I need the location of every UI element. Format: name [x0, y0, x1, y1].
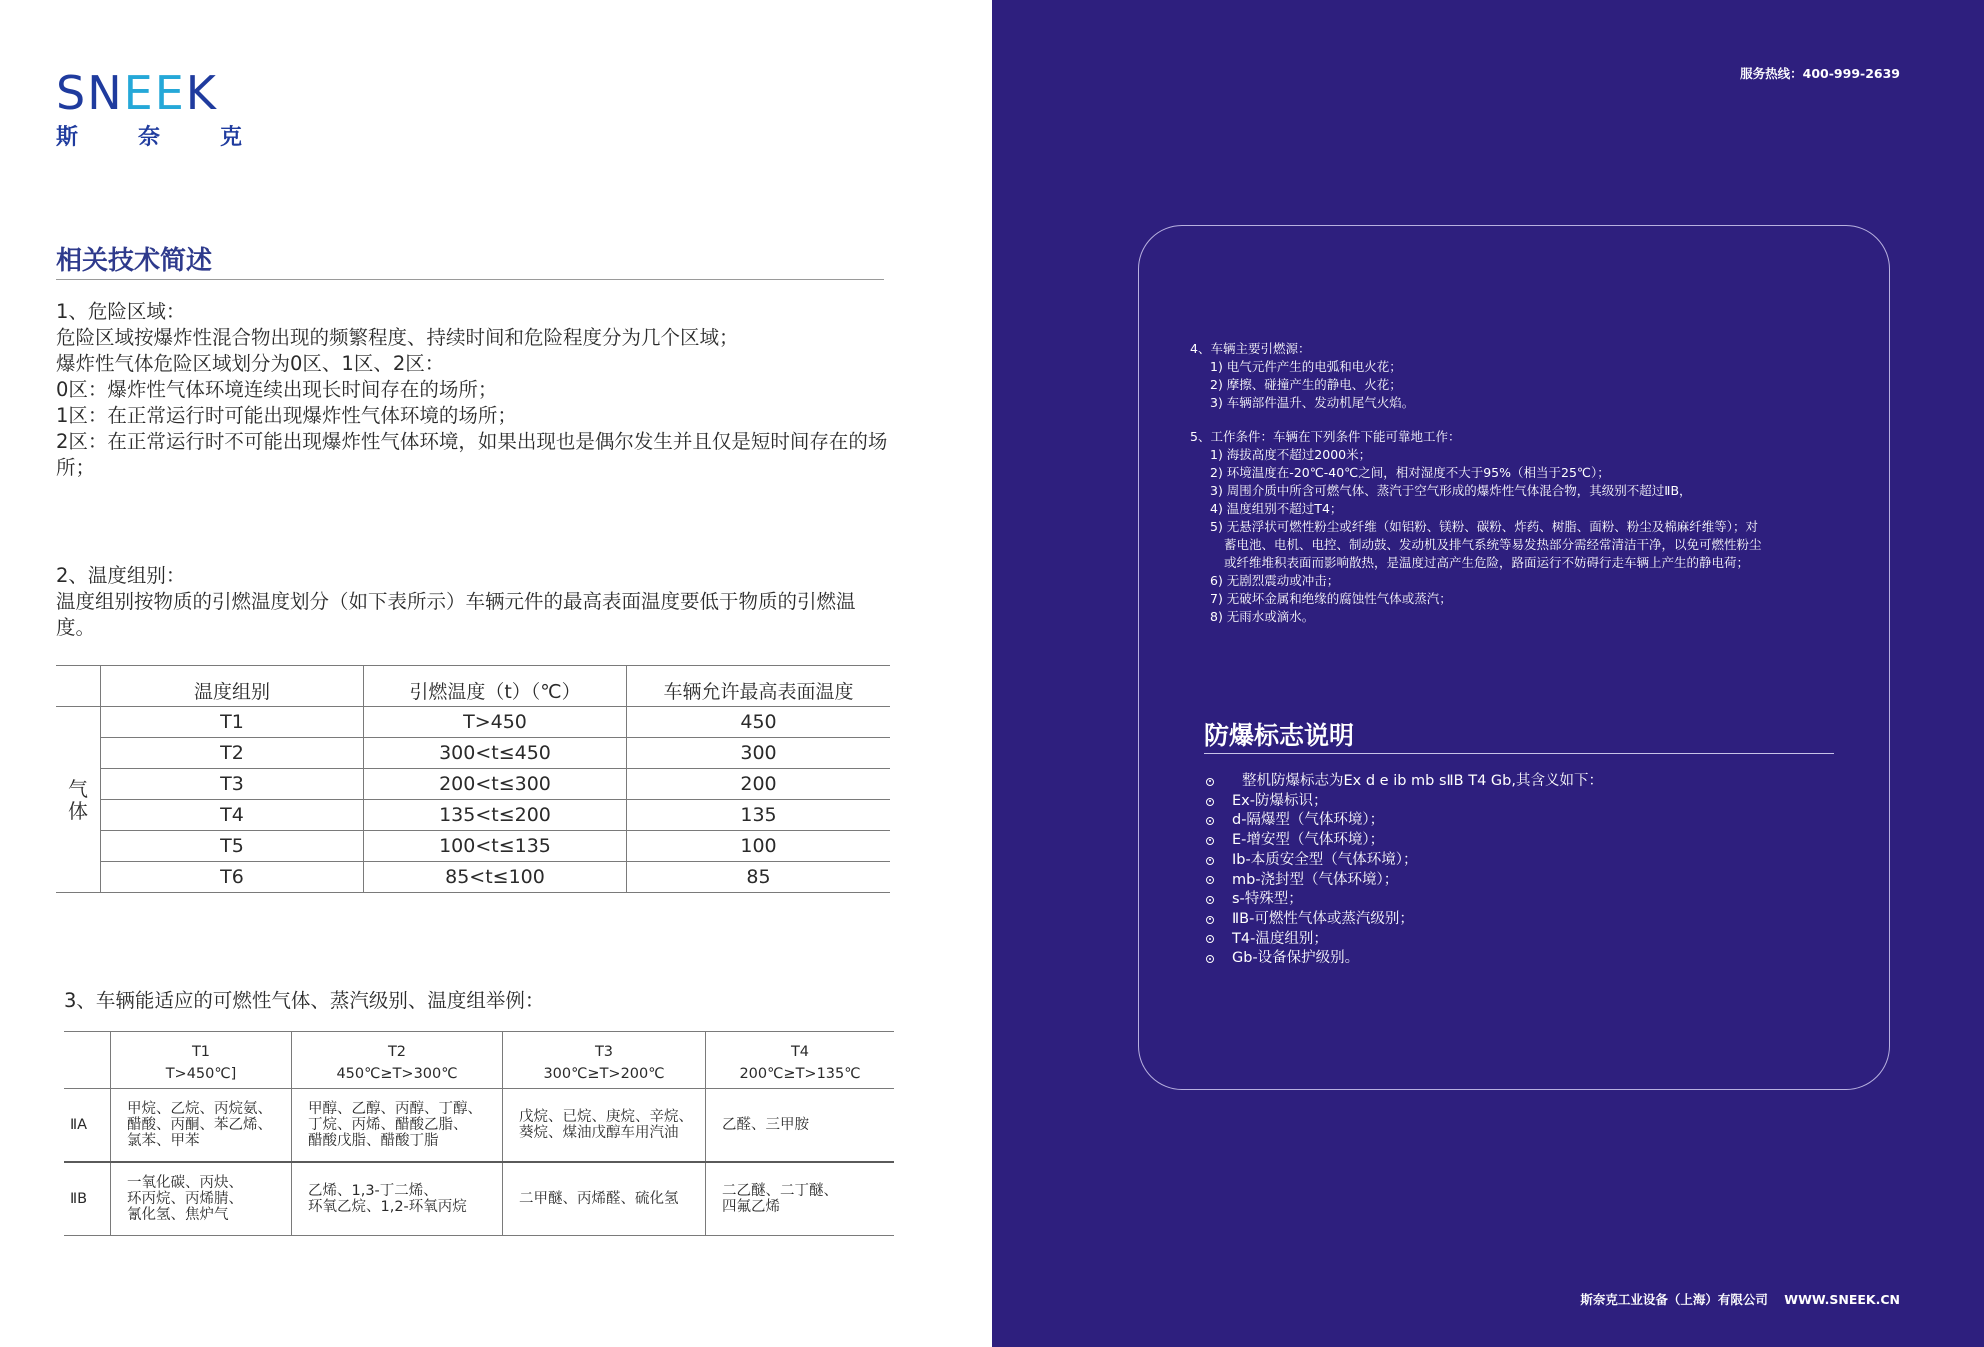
- table-row: [64, 1162, 894, 1236]
- paragraph-line: 危险区域按爆炸性混合物出现的频繁程度、持续时间和危险程度分为几个区域；: [56, 326, 739, 349]
- list-item: [1206, 910, 1603, 930]
- logo-letter: E: [154, 66, 186, 120]
- table-cell: [503, 1162, 706, 1236]
- gas-table-caption: 3、车辆能适应的可燃性气体、蒸汽级别、温度组举例：: [64, 989, 545, 1012]
- table-cell: 300<t≤450: [364, 738, 627, 769]
- bullet-icon: [1206, 837, 1214, 845]
- list-item-text: T4-温度组别；: [1232, 930, 1328, 947]
- service-hotline: 服务热线：400-999-2639: [1740, 66, 1900, 81]
- list-item: 2) 环境温度在-20℃-40℃之间，相对湿度不大于95%（相当于25℃）；: [1210, 465, 1610, 480]
- list-item-text: Ex-防爆标识；: [1232, 792, 1328, 809]
- list-item-text: s-特殊型；: [1232, 891, 1303, 908]
- list-item: [1206, 811, 1603, 831]
- paragraph-line: 0区：爆炸性气体环境连续出现长时间存在的场所；: [56, 378, 498, 401]
- table-cell: 300: [627, 738, 891, 769]
- table-cell: T6: [101, 862, 364, 893]
- cell-line: 氯苯、甲苯: [127, 1133, 200, 1149]
- table-cell: T3: [101, 769, 364, 800]
- table-cell: T2: [101, 738, 364, 769]
- company-name: 斯奈克工业设备（上海）有限公司: [1580, 1292, 1768, 1307]
- list-item: 4) 温度组别不超过T4；: [1210, 501, 1343, 516]
- list-item: 5) 无悬浮状可燃性粉尘或纤维（如铝粉、镁粉、碳粉、炸药、树脂、面粉、粉尘及棉麻纤维等）；对: [1210, 519, 1759, 534]
- temperature-group-paragraph: [56, 563, 896, 641]
- cell-line: 甲烷、乙烷、丙烷氨、: [127, 1101, 272, 1117]
- list-item-text: E-增安型（气体环境）；: [1232, 832, 1385, 849]
- list-item: [1206, 851, 1603, 871]
- table-cell: 450: [627, 707, 891, 738]
- cell-line: 环丙烷、丙烯腈、: [127, 1191, 243, 1207]
- list-item: 6) 无剧烈震动或冲击；: [1210, 573, 1340, 588]
- row-group-text: 气体: [68, 776, 88, 823]
- table-header: [706, 1032, 895, 1089]
- bullet-icon: [1206, 955, 1214, 963]
- footer: [1580, 1290, 1900, 1308]
- gas-group-table: [64, 1031, 894, 1236]
- table-cell: [111, 1089, 292, 1163]
- table-cell: 200<t≤300: [364, 769, 627, 800]
- list-item-text: ⅡB-可燃性气体或蒸汽级别；: [1232, 910, 1414, 927]
- table-cell: T1: [101, 707, 364, 738]
- danger-zone-paragraph: [56, 299, 896, 481]
- logo-char: 奈: [137, 125, 160, 150]
- paragraph-line: 2区：在正常运行时不可能出现爆炸性气体环境，如果出现也是偶尔发生并且仅是短时间存在的场所；: [56, 430, 888, 479]
- header-line: 300℃≥T>200℃: [543, 1066, 665, 1082]
- table-cell: [706, 1162, 895, 1236]
- table-row: [56, 800, 890, 831]
- table-row: [64, 1089, 894, 1163]
- ignition-sources: [1190, 340, 1414, 412]
- logo-letter: S: [56, 66, 88, 120]
- marking-list: [1206, 772, 1603, 969]
- table-cell: 85<t≤100: [364, 862, 627, 893]
- list-item-text: 整机防爆标志为Ex d e ib mb sⅡB T4 Gb,其含义如下：: [1242, 773, 1603, 789]
- list-item: [1206, 949, 1603, 969]
- header-line: T>450℃]: [165, 1066, 237, 1082]
- table-header: [503, 1032, 706, 1089]
- row-group-label: [56, 707, 101, 893]
- table-row: [56, 831, 890, 862]
- list-item: [1206, 871, 1603, 891]
- cell-line: 戊烷、已烷、庚烷、辛烷、: [519, 1109, 693, 1125]
- cell-line: 二甲醚、丙烯醛、硫化氢: [519, 1191, 679, 1207]
- list-item: [1206, 831, 1603, 851]
- header-line: 450℃≥T>300℃: [336, 1066, 458, 1082]
- table-row: [56, 707, 890, 738]
- table-cell: T4: [101, 800, 364, 831]
- logo-char: 克: [219, 125, 242, 150]
- logo-letter: N: [87, 66, 124, 120]
- header-line: T3: [594, 1044, 614, 1060]
- row-label: ⅡB: [64, 1162, 111, 1236]
- list-item-text: Gb-设备保护级别。: [1232, 950, 1360, 967]
- bullet-icon: [1206, 857, 1214, 865]
- section-title: 相关技术简述: [56, 246, 213, 276]
- table-header: [292, 1032, 503, 1089]
- table-corner: [56, 666, 101, 707]
- table-header: [111, 1032, 292, 1089]
- list-title: 4、车辆主要引燃源：: [1190, 341, 1311, 356]
- table-cell: 200: [627, 769, 891, 800]
- cell-line: 甲醇、乙醇、丙醇、丁醇、: [308, 1101, 482, 1117]
- bullet-icon: [1206, 916, 1214, 924]
- logo-letter: E: [123, 66, 155, 120]
- table-row: [56, 769, 890, 800]
- cell-line: 乙醛、三甲胺: [722, 1117, 809, 1133]
- logo-wordmark: [56, 66, 242, 120]
- cell-line: 葵烷、煤油戊醇车用汽油: [519, 1125, 679, 1141]
- list-item-text: mb-浇封型（气体环境）；: [1232, 871, 1399, 888]
- table-cell: [292, 1089, 503, 1163]
- bullet-icon: [1206, 798, 1214, 806]
- table-cell: T5: [101, 831, 364, 862]
- cell-line: 二乙醚、二丁醚、: [722, 1183, 838, 1199]
- bullet-icon: [1206, 896, 1214, 904]
- list-item: 3) 车辆部件温升、发动机尾气火焰。: [1210, 395, 1415, 410]
- header-line: 200℃≥T>135℃: [739, 1066, 861, 1082]
- list-item: [1206, 792, 1603, 812]
- table-cell: 100: [627, 831, 891, 862]
- bullet-icon: [1206, 778, 1214, 786]
- marking-title: 防爆标志说明: [1204, 721, 1355, 750]
- paragraph-line: 2、温度组别：: [56, 564, 186, 587]
- sneek-logo: [56, 66, 242, 151]
- temperature-class-table: [56, 665, 890, 893]
- marking-divider: [1204, 753, 1834, 754]
- table-row: [56, 862, 890, 893]
- cell-line: 环氧乙烷、1,2-环氧丙烷: [308, 1199, 467, 1215]
- paragraph-line: 1区：在正常运行时可能出现爆炸性气体环境的场所；: [56, 404, 517, 427]
- list-item: 2) 摩擦、碰撞产生的静电、火花；: [1210, 377, 1402, 392]
- right-page: [992, 0, 1984, 1347]
- list-item: 1) 海拔高度不超过2000米；: [1210, 447, 1372, 462]
- list-item: 1) 电气元件产生的电弧和电火花；: [1210, 359, 1402, 374]
- cell-line: 氰化氢、焦炉气: [127, 1207, 229, 1223]
- bullet-icon: [1206, 876, 1214, 884]
- logo-letter: K: [185, 66, 218, 120]
- table-cell: 100<t≤135: [364, 831, 627, 862]
- table-cell: [706, 1089, 895, 1163]
- table-corner: [64, 1032, 111, 1089]
- logo-chinese: [56, 120, 242, 151]
- table-row: [56, 738, 890, 769]
- bullet-icon: [1206, 817, 1214, 825]
- table-cell: [292, 1162, 503, 1236]
- working-conditions: [1190, 428, 1762, 626]
- list-item: 8) 无雨水或滴水。: [1210, 609, 1315, 624]
- table-header: 车辆允许最高表面温度: [627, 666, 891, 707]
- cell-line: 丁烷、丙烯、醋酸乙脂、: [308, 1117, 468, 1133]
- bullet-icon: [1206, 935, 1214, 943]
- list-item: 3) 周围介质中所含可燃气体、蒸汽于空气形成的爆炸性气体混合物，其级别不超过ⅡB，: [1210, 483, 1692, 498]
- header-line: T4: [790, 1044, 810, 1060]
- company-website[interactable]: WWW.SNEEK.CN: [1784, 1292, 1900, 1307]
- table-cell: 135: [627, 800, 891, 831]
- table-cell: T>450: [364, 707, 627, 738]
- paragraph-line: 1、危险区域：: [56, 300, 186, 323]
- cell-line: 四氟乙烯: [722, 1199, 780, 1215]
- cell-line: 乙烯、1,3-丁二烯、: [308, 1183, 438, 1199]
- paragraph-line: 温度组别按物质的引燃温度划分（如下表所示）车辆元件的最高表面温度要低于物质的引燃温度。: [56, 590, 856, 639]
- header-line: T1: [191, 1044, 211, 1060]
- cell-line: 醋酸戊脂、醋酸丁脂: [308, 1133, 439, 1149]
- cell-line: 一氧化碳、丙炔、: [127, 1175, 243, 1191]
- list-item: 7) 无破坏金属和绝缘的腐蚀性气体或蒸汽；: [1210, 591, 1452, 606]
- title-divider: [56, 279, 884, 280]
- table-cell: [111, 1162, 292, 1236]
- header-line: T2: [387, 1044, 407, 1060]
- list-item: [1206, 930, 1603, 950]
- list-title: 5、工作条件：车辆在下列条件下能可靠地工作：: [1190, 429, 1461, 444]
- table-cell: 85: [627, 862, 891, 893]
- table-cell: [503, 1089, 706, 1163]
- cell-line: 醋酸、丙酮、苯乙烯、: [127, 1117, 272, 1133]
- list-item: [1206, 772, 1603, 792]
- table-cell: 135<t≤200: [364, 800, 627, 831]
- list-item: [1206, 890, 1603, 910]
- list-item: 蓄电池、电机、电控、制动鼓、发动机及排气系统等易发热部分需经常清洁干净，以免可燃性粉尘: [1224, 537, 1762, 552]
- paragraph-line: 爆炸性气体危险区域划分为0区、1区、2区：: [56, 352, 445, 375]
- table-header: 温度组别: [101, 666, 364, 707]
- table-header: 引燃温度（t）（℃）: [364, 666, 627, 707]
- list-item: 或纤维堆积表面而影响散热，是温度过高产生危险，路面运行不妨碍行走车辆上产生的静电荷；: [1224, 555, 1750, 570]
- logo-char: 斯: [56, 125, 79, 150]
- row-label: ⅡA: [64, 1089, 111, 1163]
- list-item-text: Ib-本质安全型（气体环境）；: [1232, 851, 1418, 868]
- list-item-text: d-隔爆型（气体环境）；: [1232, 812, 1385, 829]
